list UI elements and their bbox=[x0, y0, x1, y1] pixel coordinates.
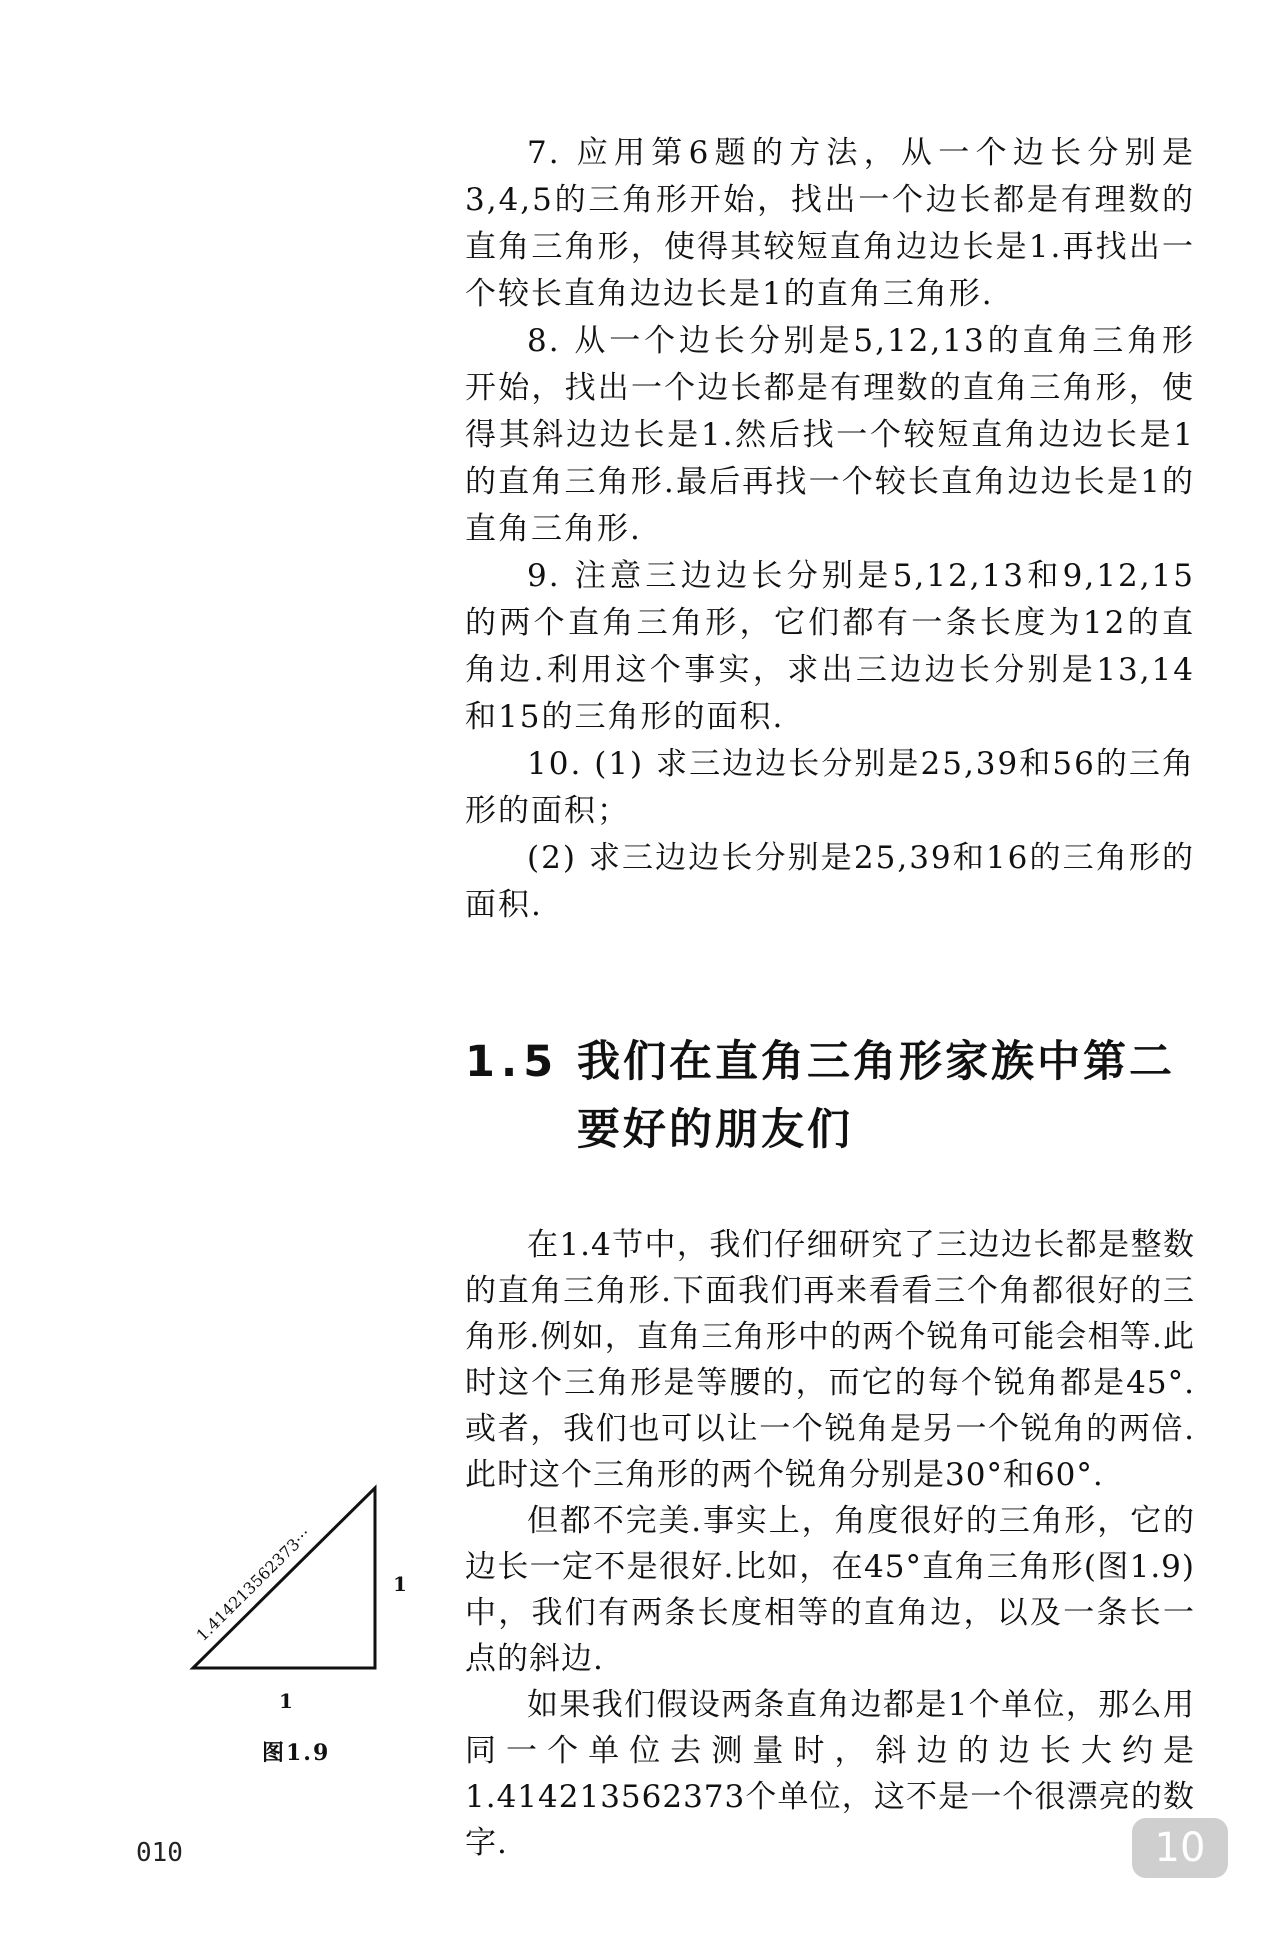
exercise-list bbox=[465, 130, 1195, 929]
horizontal-leg-label: 1 bbox=[279, 1689, 293, 1713]
triangle-shape bbox=[193, 1488, 375, 1668]
figure-caption: 图1.9 bbox=[262, 1740, 331, 1766]
vertical-leg-label: 1 bbox=[393, 1572, 407, 1596]
section-body bbox=[465, 1222, 1195, 1866]
page-number: 010 bbox=[136, 1838, 183, 1868]
body-paragraph-3: 如果我们假设两条直角边都是1个单位，那么用同一个单位去测量时，斜边的边长大约是1.414213562373个单位，这不是一个很漂亮的数字. bbox=[465, 1687, 1195, 1861]
exercise-10-part-2: (2) 求三边边长分别是25,39和16的三角形的面积. bbox=[465, 840, 1195, 923]
exercise-9: 9. 注意三边边长分别是5,12,13和9,12,15的两个直角三角形，它们都有一条长度为12的直角边.利用这个事实，求出三边边长分别是13,14和15的三角形的面积. bbox=[465, 558, 1195, 735]
hypotenuse-label: 1.414213562373··· bbox=[192, 1523, 315, 1645]
section-number: 1.5 bbox=[465, 1037, 560, 1087]
body-paragraph-1: 在1.4节中，我们仔细研究了三边边长都是整数的直角三角形.下面我们再来看看三个角都很好的三角形.例如，直角三角形中的两个锐角可能会相等.此时这个三角形是等腰的，而它的每个锐角都是45°.或者，我们也可以让一个锐角是另一个锐角的两倍.此时这个三角形的两个锐角分别是30°和60°. bbox=[465, 1227, 1195, 1493]
exercise-10-part-1: 10. (1) 求三边边长分别是25,39和56的三角形的面积； bbox=[465, 746, 1195, 829]
exercise-8: 8. 从一个边长分别是5,12,13的直角三角形开始，找出一个边长都是有理数的直角三角形，使得其斜边边长是1.然后找一个较短直角边边长是1的直角三角形.最后再找一个较长直角边边长是1的直角三角形. bbox=[465, 323, 1195, 547]
body-paragraph-2: 但都不完美.事实上，角度很好的三角形，它的边长一定不是很好.比如，在45°直角三角形(图1.9)中，我们有两条长度相等的直角边，以及一条长一点的斜边. bbox=[465, 1503, 1195, 1677]
section-title: 我们在直角三角形家族中第二要好的朋友们 bbox=[577, 1037, 1175, 1155]
figure-right-triangle bbox=[185, 1480, 435, 1720]
exercise-7: 7. 应用第6题的方法，从一个边长分别是3,4,5的三角形开始，找出一个边长都是有理数的直角三角形，使得其较短直角边边长是1.再找出一个较长直角边边长是1的直角三角形. bbox=[465, 135, 1195, 312]
triangle-diagram bbox=[185, 1480, 435, 1720]
page-indicator-badge: 10 bbox=[1132, 1818, 1228, 1878]
